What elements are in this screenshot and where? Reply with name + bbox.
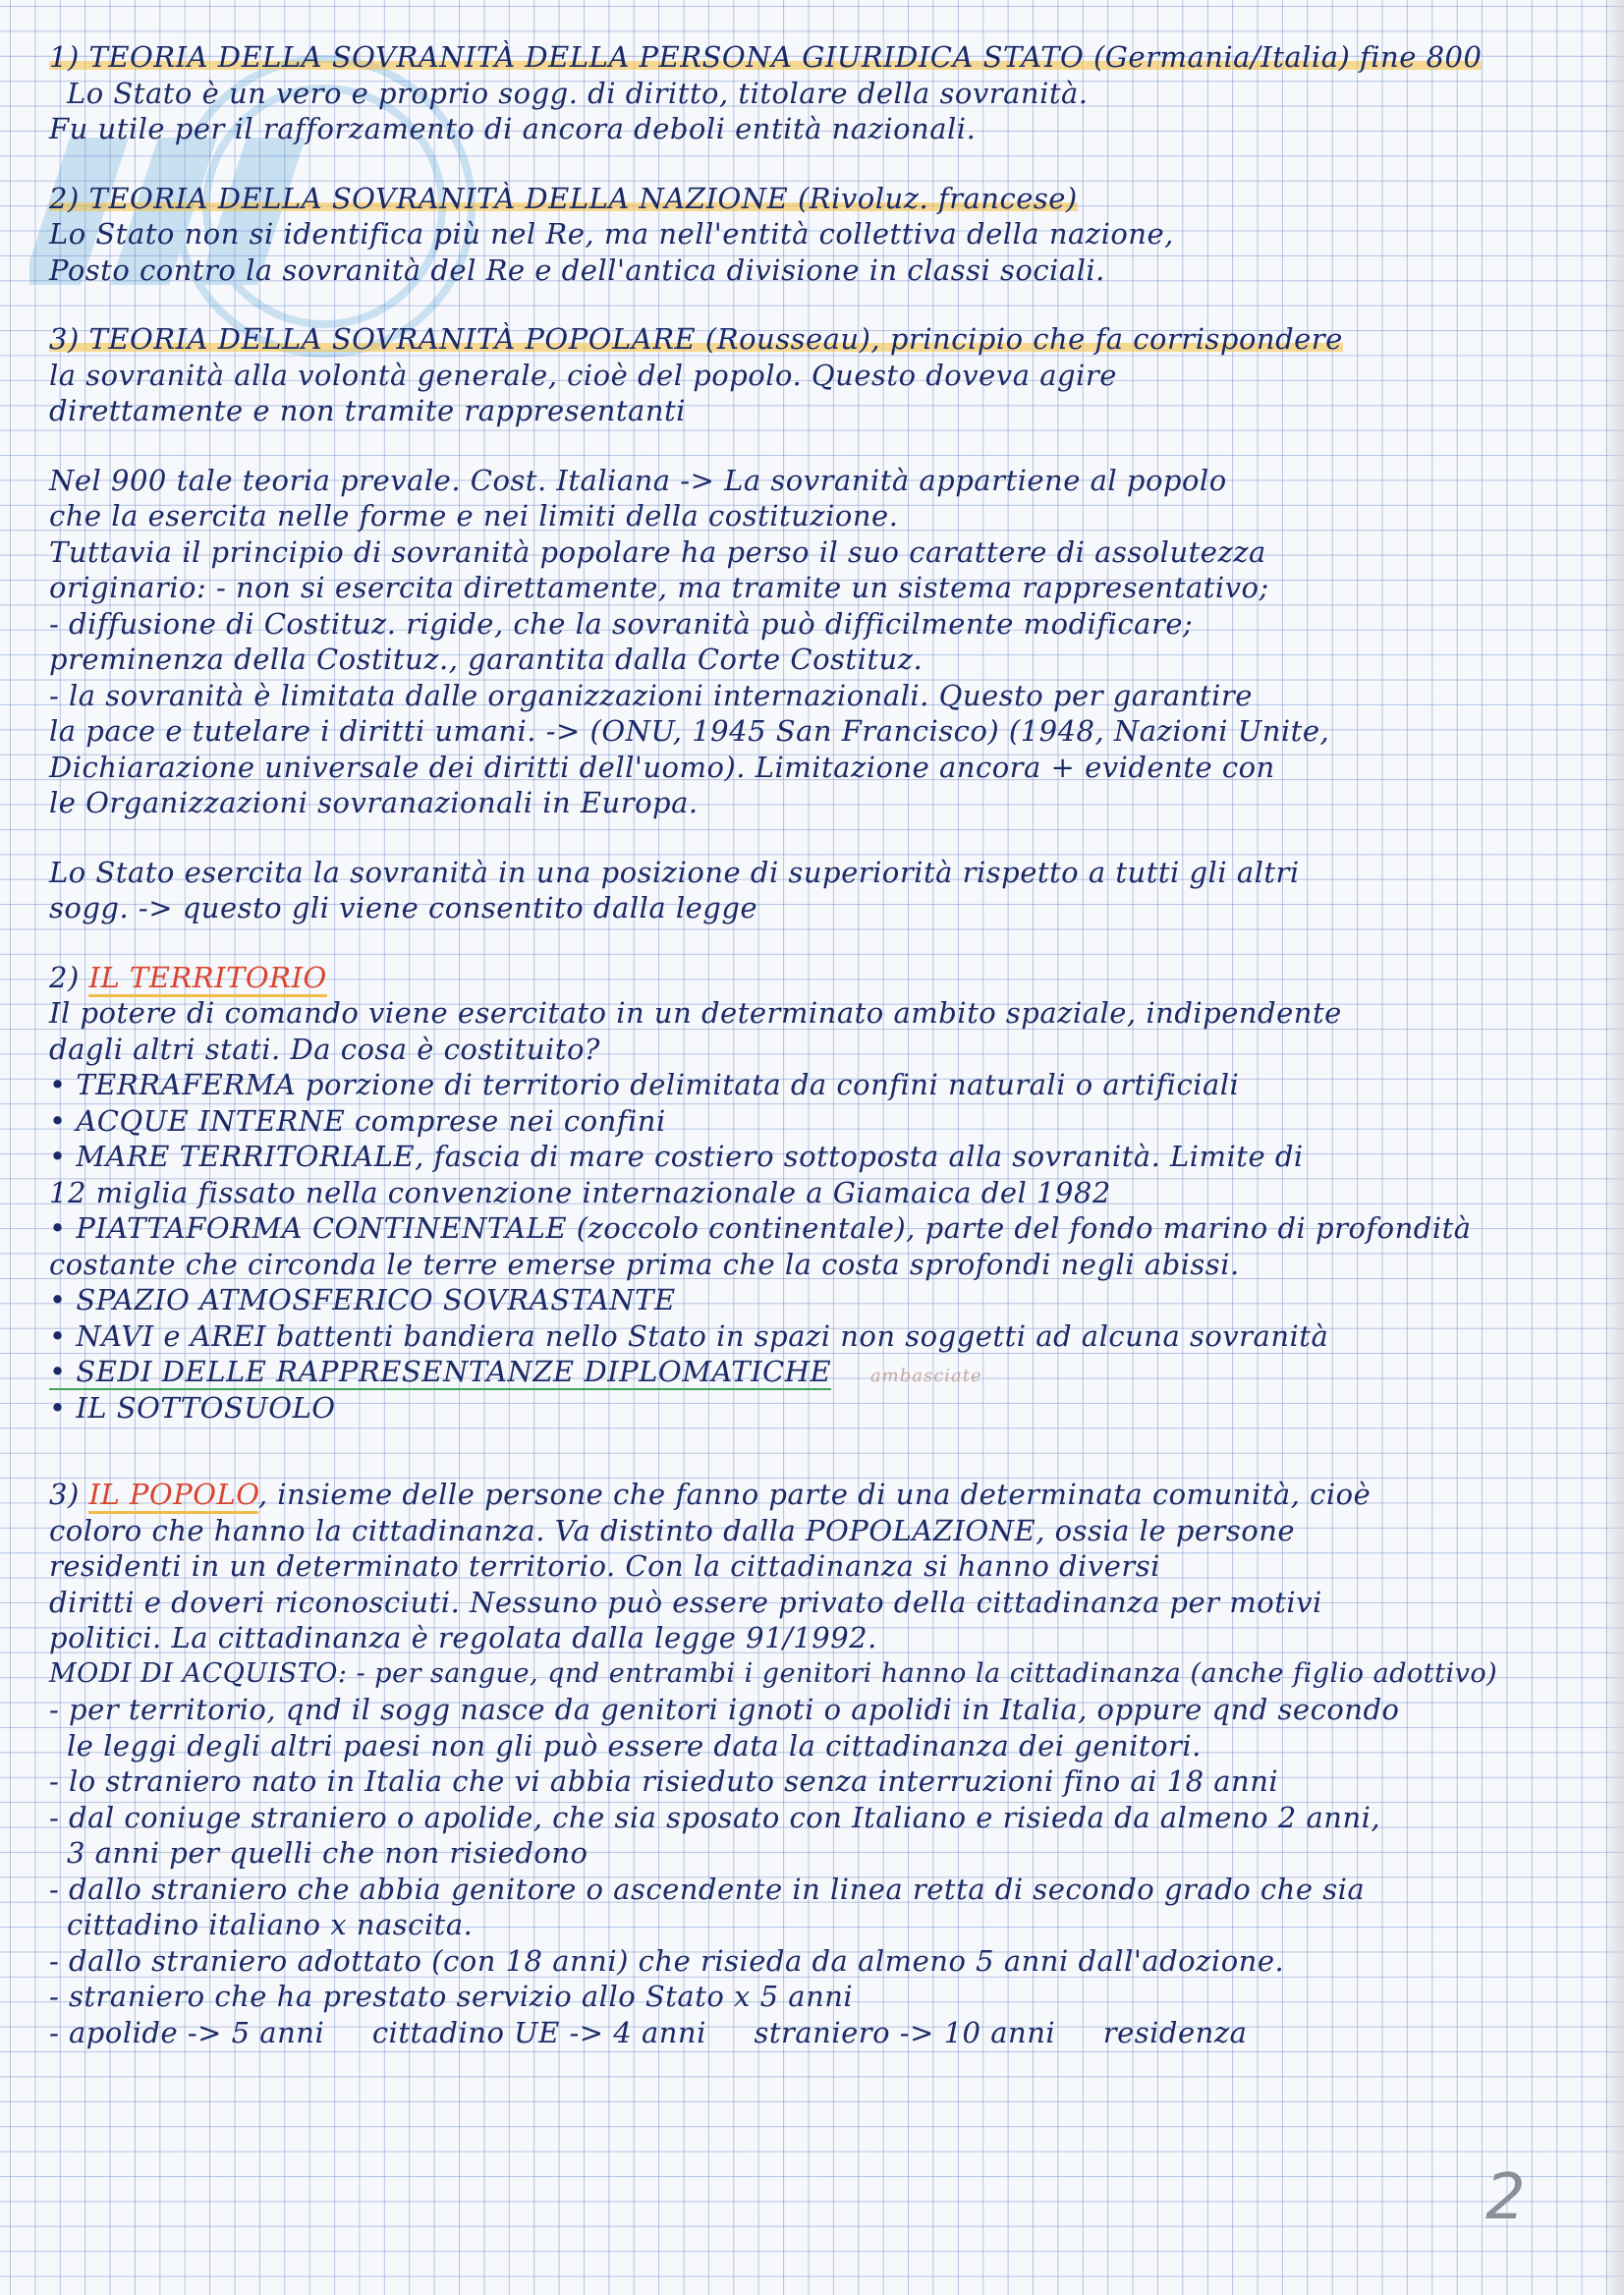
note-line: coloro che hanno la cittadinanza. Va distinto dalla POPOLAZIONE, ossia le persone (49, 1513, 1296, 1547)
note-line: che la esercita nelle forme e nei limiti della costituzione. (49, 499, 899, 532)
list-item: - lo straniero nato in Italia che vi abbia risieduto senza interruzioni fino ai 18 anni (49, 1764, 1279, 1798)
note-line: Dichiarazione universale dei diritti dell'uomo). Limitazione ancora + evidente con (49, 750, 1275, 784)
page-edge-shadow (1602, 0, 1624, 2295)
note-line: originario: - non si esercita direttamente, ma tramite un sistema rappresentativo; (49, 571, 1269, 604)
heading-sovereignty-state (49, 39, 1562, 76)
list-item: • TERRAFERMA porzione di territorio delimitata da confini naturali o artificiali (49, 1068, 1240, 1101)
list-item: • IL SOTTOSUOLO (49, 1390, 336, 1425)
note-line: direttamente e non tramite rappresentanti (49, 394, 686, 427)
section-number: 3) (49, 1478, 80, 1511)
note-line: dagli altri stati. Da cosa è costituito? (49, 1032, 600, 1066)
note-line: - diffusione di Costituz. rigide, che la sovranità può difficilmente modificare; (49, 606, 1194, 641)
note-line: cittadino italiano x nascita. (67, 1908, 474, 1941)
note-line: Il potere di comando viene esercitato in un determinato ambito spaziale, indipendente (49, 996, 1342, 1030)
note-line: 12 miglia fissato nella convenzione internazionale a Giamaica del 1982 (49, 1175, 1111, 1209)
list-item: - dallo straniero che abbia genitore o ascendente in linea retta di secondo grado che sia (49, 1872, 1366, 1906)
note-line: 1) TEORIA DELLA SOVRANITÀ DELLA PERSONA GIURIDICA STATO (Germania/Italia) fine 800 (49, 40, 1483, 74)
heading-sovereignty-nation (49, 181, 1562, 217)
note-line: Lo Stato non si identifica più nel Re, ma nell'entità collettiva della nazione, (49, 217, 1174, 251)
note-line: Tuttavia il principio di sovranità popolare ha perso il suo carattere di assolutezza (49, 534, 1266, 569)
note-line: 3) TEORIA DELLA SOVRANITÀ POPOLARE (Rousseau), principio che fa corrispondere (49, 322, 1343, 356)
note-line: MODI DI ACQUISTO: - per sangue, qnd entrambi i genitori hanno la cittadinanza (anche figlio adottivo) (49, 1657, 1498, 1689)
note-line: Fu utile per il rafforzamento di ancora deboli entità nazionali. (49, 112, 977, 145)
heading-territory (49, 960, 1562, 996)
list-item: - straniero che ha prestato servizio allo Stato x 5 anni (49, 1980, 854, 2013)
notes-page (49, 39, 1562, 2050)
note-line: costante che circonda le terre emerse prima che la costa sprofondi negli abissi. (49, 1247, 1240, 1281)
note-line: Nel 900 tale teoria prevale. Cost. Italiana -> La sovranità appartiene al popolo (49, 463, 1227, 497)
page-number: 2 (1485, 2161, 1526, 2234)
note-line: politici. La cittadinanza è regolata dalla legge 91/1992. (49, 1621, 877, 1654)
list-item: • SPAZIO ATMOSFERICO SOVRASTANTE (49, 1283, 676, 1316)
list-item: - apolide -> 5 anni cittadino UE -> 4 anni straniero -> 10 anni residenza (49, 2015, 1248, 2049)
list-item: - dallo straniero adottato (con 18 anni) che risieda da almeno 5 anni dall'adozione. (49, 1943, 1285, 1978)
note-line: Lo Stato è un vero e proprio sogg. di diritto, titolare della sovranità. (67, 76, 1089, 110)
section-title-people: IL POPOLO (88, 1478, 257, 1514)
heading-people (49, 1477, 1562, 1513)
list-item-label: • SEDI DELLE RAPPRESENTANZE DIPLOMATICHE (49, 1355, 832, 1388)
heading-popular-sovereignty (49, 321, 1562, 358)
list-item: • MARE TERRITORIALE, fascia di mare costiero sottoposta alla sovranità. Limite di (49, 1140, 1304, 1173)
note-line: Lo Stato esercita la sovranità in una posizione di superiorità rispetto a tutti gli altri (49, 855, 1300, 889)
section-title-territory: IL TERRITORIO (88, 961, 326, 997)
list-item (49, 1354, 1562, 1390)
note-line: le leggi degli altri paesi non gli può essere data la cittadinanza dei genitori. (67, 1728, 1202, 1763)
section-number: 2) (49, 960, 80, 994)
note-line: la pace e tutelare i diritti umani. -> (ONU, 1945 San Francisco) (1948, Nazioni Unite, (49, 714, 1330, 748)
list-item: • NAVI e AREI battenti bandiera nello Stato in spazi non soggetti ad alcuna sovranità (49, 1318, 1329, 1353)
note-line: residenti in un determinato territorio. Con la cittadinanza si hanno diversi (49, 1549, 1160, 1583)
list-item: • PIATTAFORMA CONTINENTALE (zoccolo continentale), parte del fondo marino di profondità (49, 1211, 1472, 1245)
margin-note: ambasciate (869, 1366, 982, 1386)
note-line: 3 anni per quelli che non risiedono (67, 1836, 588, 1870)
list-item: - dal coniuge straniero o apolide, che sia sposato con Italiano e risieda da almeno 2 anni, (49, 1800, 1381, 1834)
note-line: - la sovranità è limitata dalle organizzazioni internazionali. Questo per garantire (49, 678, 1253, 712)
note-line: le Organizzazioni sovranazionali in Europa. (49, 786, 699, 819)
note-line: Posto contro la sovranità del Re e dell'antica divisione in classi sociali. (49, 252, 1105, 287)
list-item: • ACQUE INTERNE comprese nei confini (49, 1103, 666, 1138)
note-line: sogg. -> questo gli viene consentito dalla legge (49, 891, 758, 924)
list-item: - per territorio, qnd il sogg nasce da genitori ignoti o apolidi in Italia, oppure qnd secondo (49, 1693, 1400, 1726)
note-line: , insieme delle persone che fanno parte di una determinata comunità, cioè (257, 1478, 1372, 1511)
note-line: la sovranità alla volontà generale, cioè del popolo. Questo doveva agire (49, 358, 1117, 392)
note-line: preminenza della Costituz., garantita dalla Corte Costituz. (49, 643, 924, 676)
note-line: 2) TEORIA DELLA SOVRANITÀ DELLA NAZIONE (Rivoluz. francese) (49, 181, 1078, 215)
note-line: diritti e doveri riconosciuti. Nessuno può essere privato della cittadinanza per motivi (49, 1585, 1322, 1619)
